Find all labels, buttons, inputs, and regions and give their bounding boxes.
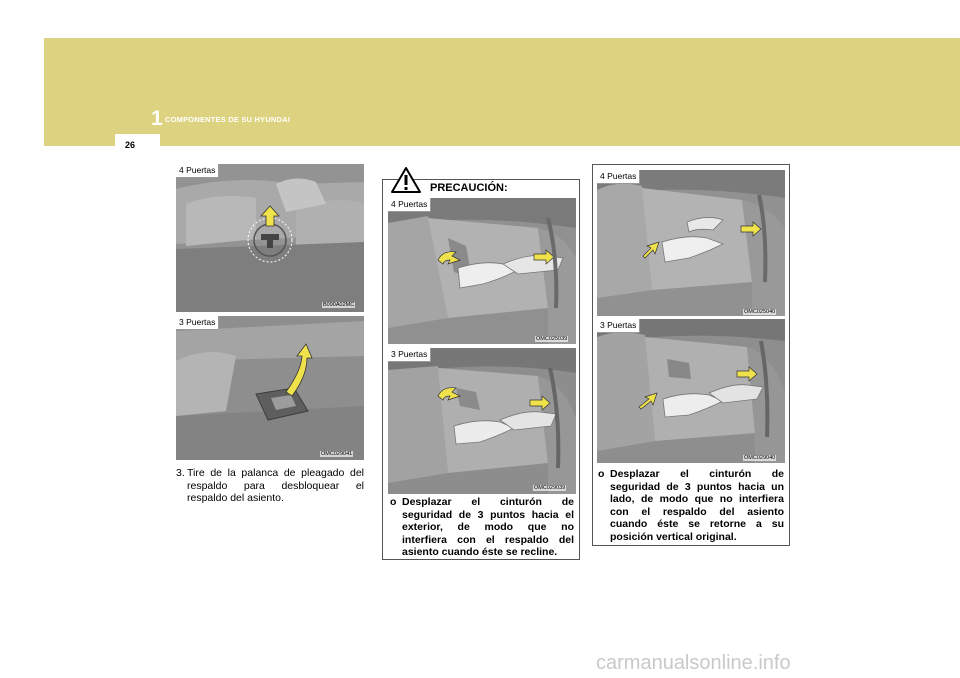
chapter-title: COMPONENTES DE SU HYUNDAI	[165, 115, 291, 124]
image-code: OMC029040	[744, 455, 776, 461]
right-text: Desplazar el cinturón de seguridad de 3 puntos hacia un lado, de modo que no interfiera con el respaldo del asiento cuando éste se retorne a su posición vertical original.	[610, 468, 784, 543]
tag-3-puertas: 3 Puertas	[388, 348, 431, 362]
tag-4-puertas: 4 Puertas	[388, 198, 431, 212]
image-code: B090A02MC	[323, 302, 355, 308]
tag-4-puertas: 4 Puertas	[176, 164, 219, 178]
photo-belt-aside-4door	[597, 170, 785, 316]
right-bullet	[598, 468, 784, 543]
image-code: OMC025040	[744, 309, 776, 315]
warning-icon	[390, 166, 422, 194]
caution-text: Desplazar el cinturón de seguridad de 3 puntos hacia el exterior, de modo que no interfiera con el respaldo del asiento cuando éste se recline.	[402, 496, 574, 558]
photo-seatback-lever-3door	[176, 316, 364, 460]
caution-title: PRECAUCIÓN:	[430, 182, 508, 194]
photo-belt-outward-3door	[388, 348, 576, 494]
photo-belt-aside-3door	[597, 319, 785, 463]
step-number: 3.	[176, 467, 185, 479]
chapter-number: 1	[151, 107, 163, 130]
tag-4-puertas: 4 Puertas	[597, 170, 640, 184]
image-code: OMC029041	[321, 451, 353, 457]
step-3-text	[176, 467, 364, 505]
page-number: 26	[125, 140, 136, 150]
bullet-marker: o	[598, 468, 605, 480]
step-description: Tire de la palanca de pleagado del respaldo para desbloquear el respaldo del asiento.	[187, 467, 364, 504]
watermark: carmanualsonline.info	[596, 652, 791, 674]
image-code: OMC029039	[534, 485, 566, 491]
tag-3-puertas: 3 Puertas	[176, 316, 219, 330]
page-tab	[115, 134, 160, 156]
tag-3-puertas: 3 Puertas	[597, 319, 640, 333]
bullet-marker: o	[390, 496, 397, 508]
caution-bullet	[390, 496, 574, 559]
photo-belt-outward-4door	[388, 198, 576, 344]
image-code: OMC025039	[536, 336, 568, 342]
header-band	[44, 38, 960, 146]
photo-seatback-lever-4door	[176, 164, 364, 312]
